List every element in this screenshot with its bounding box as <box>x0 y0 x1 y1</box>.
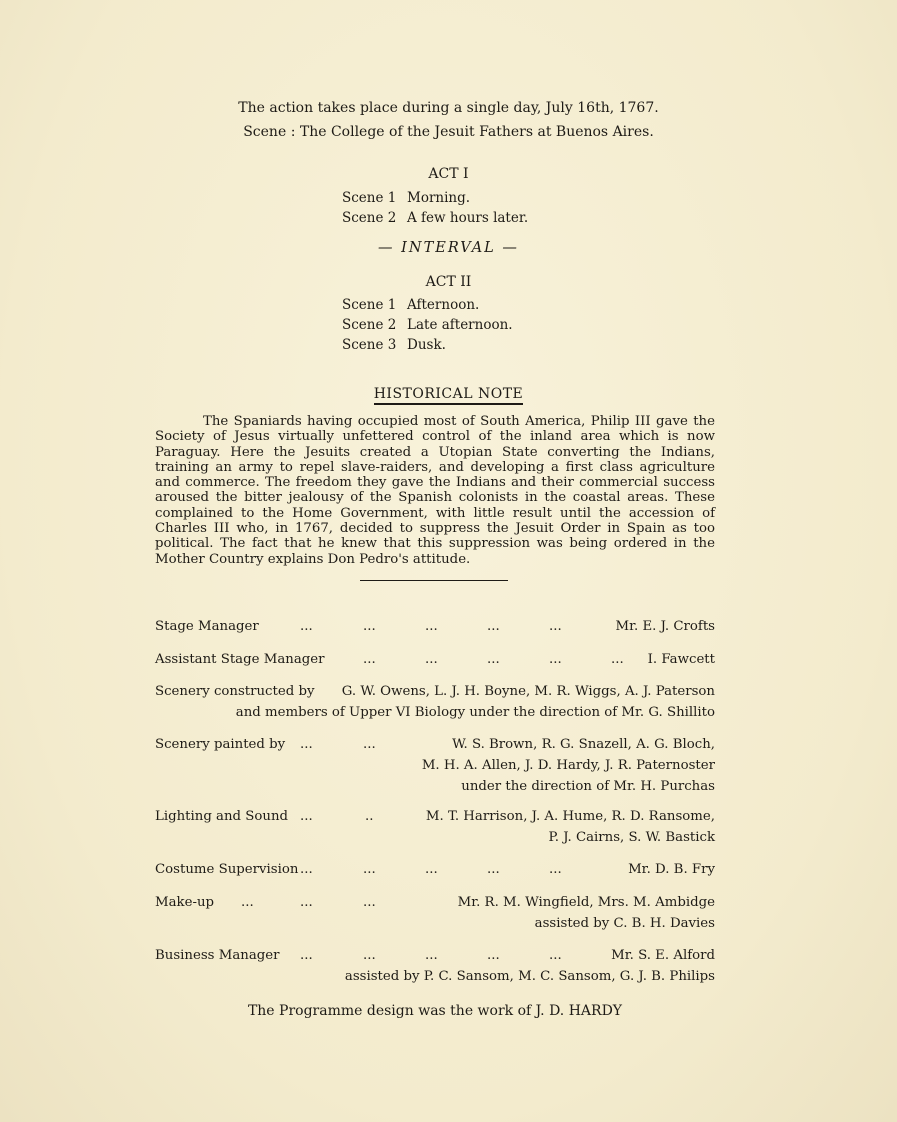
dot-leader: ... <box>300 619 313 634</box>
act-2-scene-list <box>342 295 513 355</box>
credit-name-line: W. S. Brown, R. G. Snazell, A. G. Bloch, <box>452 737 715 752</box>
dot-leader: ... <box>363 652 376 667</box>
dot-leader: ... <box>425 862 438 877</box>
credit-costume <box>155 859 715 880</box>
credit-name-line: assisted by C. B. H. Davies <box>534 916 715 931</box>
credit-name-line: M. H. A. Allen, J. D. Hardy, J. R. Paternoster <box>421 758 715 773</box>
credit-name-line: Mr. S. E. Alford <box>611 948 715 963</box>
dot-leader: ... <box>549 619 562 634</box>
scene-label: Scene 1 <box>342 190 397 206</box>
setting-scene-line: Scene : The College of the Jesuit Fathers at Buenos Aires. <box>243 124 654 140</box>
dot-leader: ... <box>549 948 562 963</box>
historical-note-heading <box>0 386 897 402</box>
dot-leader: ... <box>363 948 376 963</box>
dot-leader: ... <box>611 652 624 667</box>
credit-name-line: and members of Upper VI Biology under the direction of Mr. G. Shillito <box>235 705 715 720</box>
historical-note-heading-text: HISTORICAL NOTE <box>374 386 524 405</box>
credit-role: Business Manager <box>155 948 280 963</box>
credit-makeup <box>155 892 715 934</box>
credit-scenery-constructed <box>155 681 715 723</box>
credit-role: Assistant Stage Manager <box>155 652 325 667</box>
scene-time: Afternoon. <box>407 297 480 313</box>
credit-name: Mr. E. J. Crofts <box>615 619 715 634</box>
scene-label: Scene 1 <box>342 297 397 313</box>
dot-leader: ... <box>241 895 254 910</box>
scene-time: A few hours later. <box>407 210 529 226</box>
credit-role: Make-up <box>155 895 215 910</box>
dot-leader: ... <box>549 652 562 667</box>
credit-name: Mr. D. B. Fry <box>628 862 715 877</box>
historical-note-text: The Spaniards having occupied most of South America, Philip III gave the Society of Jesus virtually unfettered control of the inland area which is now Paraguay. Here the Jesuits created a Utopian State converting the Indians, training an army to repel slave-raiders, and developing a first class agriculture and commerce. The freedom they gave the Indians and their commercial success aroused the bitter jealousy of the Spanish colonists in the coastal areas. These complained to the Home Government, with little result until the accession of Charles III who, in 1767, decided to suppress the Jesuit Order in Spain as too political. The fact that he knew that this suppression was being ordered in the Mother Country explains Don Pedro's attitude. <box>155 414 715 567</box>
dot-leader: ... <box>363 737 376 752</box>
dot-leader: ... <box>363 895 376 910</box>
credit-name-line: Mr. R. M. Wingfield, Mrs. M. Ambidge <box>457 895 715 910</box>
setting-date-line: The action takes place during a single day, July 16th, 1767. <box>238 100 659 116</box>
dot-leader: ... <box>487 619 500 634</box>
credit-scenery-painted <box>155 734 715 797</box>
scene-label: Scene 2 <box>342 210 397 226</box>
setting-block <box>0 96 897 144</box>
dot-leader: ... <box>300 895 313 910</box>
dot-leader: .. <box>365 809 374 824</box>
act-2-title: ACT II <box>425 274 472 290</box>
credit-lighting-sound <box>155 806 715 848</box>
scene-time: Dusk. <box>407 337 446 353</box>
act-2-block <box>0 274 897 353</box>
dot-leader: ... <box>300 862 313 877</box>
act-1-block <box>0 166 897 226</box>
dot-leader: ... <box>487 948 500 963</box>
credit-role: Scenery painted by <box>155 737 286 752</box>
credit-name-line: G. W. Owens, L. J. H. Boyne, M. R. Wiggs, A. J. Paterson <box>341 684 715 699</box>
credit-business-manager <box>155 945 715 987</box>
scene-row <box>342 335 513 355</box>
dot-leader: ... <box>300 737 313 752</box>
scene-label: Scene 3 <box>342 337 397 353</box>
credit-name-line: M. T. Harrison, J. A. Hume, R. D. Ransome, <box>425 809 715 824</box>
dot-leader: ... <box>363 862 376 877</box>
credit-assistant-stage-manager <box>155 649 715 670</box>
scene-row <box>342 188 528 208</box>
dot-leader: ... <box>487 862 500 877</box>
dot-leader: ... <box>487 652 500 667</box>
dot-leader: ... <box>549 862 562 877</box>
credit-name-line: P. J. Cairns, S. W. Bastick <box>548 830 715 845</box>
programme-design-credit: The Programme design was the work of J. D. HARDY <box>247 1003 623 1019</box>
credit-role: Stage Manager <box>155 619 259 634</box>
credit-role: Lighting and Sound <box>155 809 289 824</box>
credit-name-line: under the direction of Mr. H. Purchas <box>461 779 715 794</box>
credit-name: I. Fawcett <box>647 652 715 667</box>
act-1-scene-list <box>342 188 528 228</box>
dot-leader: ... <box>300 948 313 963</box>
dot-leader: ... <box>363 619 376 634</box>
dot-leader: ... <box>425 619 438 634</box>
scene-time: Late afternoon. <box>407 317 513 333</box>
section-divider <box>360 580 508 581</box>
scene-row <box>342 315 513 335</box>
dot-leader: ... <box>425 948 438 963</box>
interval-label: — INTERVAL — <box>378 240 519 256</box>
scene-row <box>342 295 513 315</box>
credit-role: Costume Supervision <box>155 862 299 877</box>
dot-leader: ... <box>425 652 438 667</box>
credit-name-line: assisted by P. C. Sansom, M. C. Sansom, G. J. B. Philips <box>344 969 715 984</box>
scene-label: Scene 2 <box>342 317 397 333</box>
credit-role: Scenery constructed by <box>155 684 315 699</box>
credit-stage-manager <box>155 616 715 637</box>
scene-row <box>342 208 528 228</box>
dot-leader: ... <box>300 809 313 824</box>
act-1-title: ACT I <box>428 166 469 182</box>
scene-time: Morning. <box>407 190 471 206</box>
